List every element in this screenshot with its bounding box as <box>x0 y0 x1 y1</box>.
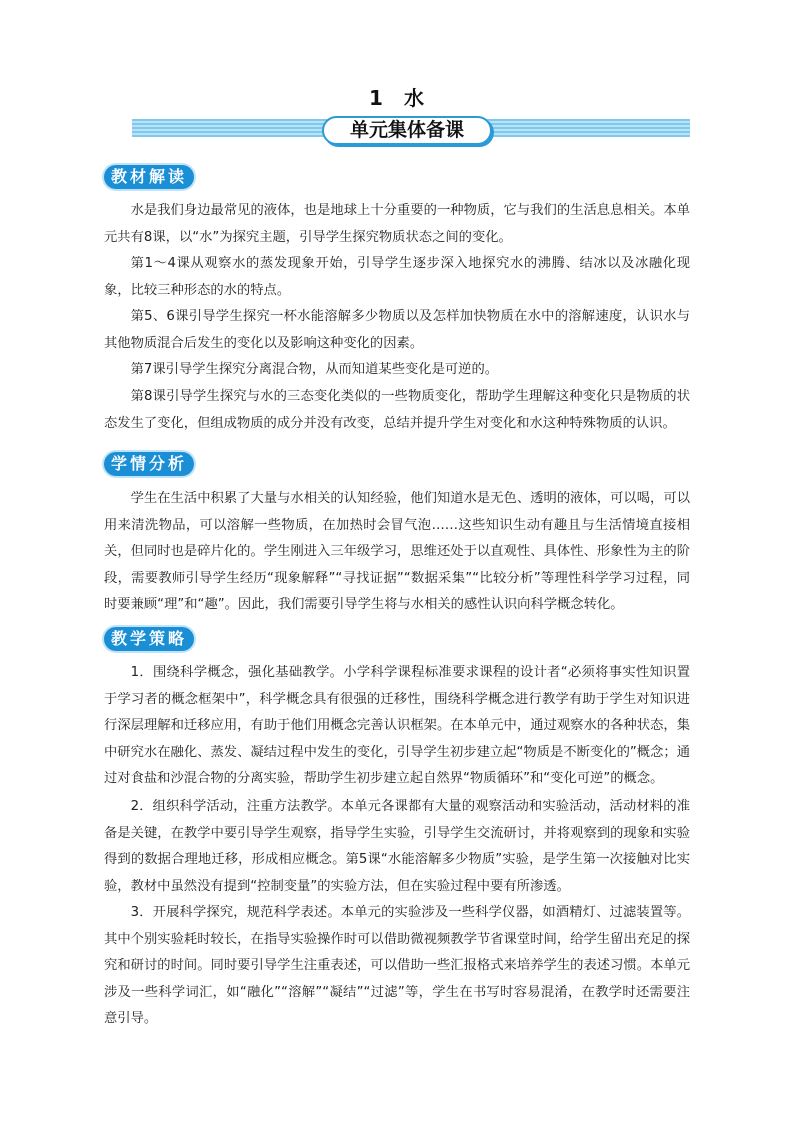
paragraph: 学生在生活中积累了大量与水相关的认知经验，他们知道水是无色、透明的液体，可以喝，可以用来清洗物品，可以溶解一些物质，在加热时会冒气泡……这些知识生动有趣且与生活情境直接相关，但同时也是碎片化的。学生刚进入三年级学习，思维还处于以直观性、具体性、形象性为主的阶段，需要教师引导学生经历“现象解释”“寻找证据”“数据采集”“比较分析”等理性科学学习过程，同时要兼顾“理”和“趣”。因此，我们需要引导学生将与水相关的感性认识向科学概念转化。 <box>104 491 690 612</box>
section-badge: 学情分析 <box>104 452 194 476</box>
paragraph: 3．开展科学探究，规范科学表述。本单元的实验涉及一些科学仪器，如酒精灯、过滤装置等。其中个别实验耗时较长，在指导实验操作时可以借助微视频教学节省课堂时间，给学生留出充足的探究和研讨的时间。同时要引导学生注重表述，可以借助一些汇报格式来培养学生的表述习惯。本单元涉及一些科学词汇，如“融化”“溶解”“凝结”“过滤”等，学生在书写时容易混淆，在教学时还需要注意引导。 <box>104 905 690 1026</box>
paragraph: 第8课引导学生探究与水的三态变化类似的一些物质变化，帮助学生理解这种变化只是物质的状态发生了变化，但组成物质的成分并没有改变，总结并提升学生对变化和水这种特殊物质的认识。 <box>104 389 690 431</box>
paragraph: 第7课引导学生探究分离混合物，从而知道某些变化是可逆的。 <box>130 362 499 377</box>
paragraph: 第5、6课引导学生探究一杯水能溶解多少物质以及怎样加快物质在水中的溶解速度，认识水与其他物质混合后发生的变化以及影响这种变化的因素。 <box>104 309 690 351</box>
lesson-title: 水 <box>403 86 425 110</box>
paragraph: 第1～4课从观察水的蒸发现象开始，引导学生逐步深入地探究水的沸腾、结冰以及冰融化现象，比较三种形态的水的特点。 <box>104 256 690 298</box>
paragraph: 水是我们身边最常见的液体，也是地球上十分重要的一种物质，它与我们的生活息息相关。本单元共有8课，以“水”为探究主题，引导学生探究物质状态之间的变化。 <box>104 203 690 245</box>
section-badge: 教材解读 <box>104 165 194 189</box>
section-badge: 教学策略 <box>104 627 194 651</box>
banner-label: 单元集体备课 <box>322 116 492 145</box>
paragraph: 2．组织科学活动，注重方法教学。本单元各课都有大量的观察活动和实验活动，活动材料的准备是关键，在教学中要引导学生观察，指导学生实验，引导学生交流研讨，并将观察到的现象和实验得到的数据合理地迁移，形成相应概念。第5课“水能溶解多少物质”实验，是学生第一次接触对比实验，教材中虽然没有提到“控制变量”的实验方法，但在实验过程中要有所渗透。 <box>104 799 690 894</box>
paragraph: 1．围绕科学概念，强化基础教学。小学科学课程标准要求课程的设计者“必须将事实性知识置于学习者的概念框架中”，科学概念具有很强的迁移性，围绕科学概念进行教学有助于学生对知识进行深层理解和迁移应用，有助于他们用概念完善认识框架。在本单元中，通过观察水的各种状态，集中研究水在融化、蒸发、凝结过程中发生的变化，引导学生初步建立起“物质是不断变化的”概念；通过对食盐和沙混合物的分离实验，帮助学生初步建立起自然界“物质循环”和“变化可逆”的概念。 <box>104 665 690 786</box>
section-heading-textbook <box>104 165 194 189</box>
section-heading-learner <box>104 452 194 476</box>
section-heading-strategy <box>104 627 194 651</box>
page-title <box>0 82 794 111</box>
unit-banner <box>132 116 690 148</box>
lesson-number: 1 <box>369 86 384 110</box>
